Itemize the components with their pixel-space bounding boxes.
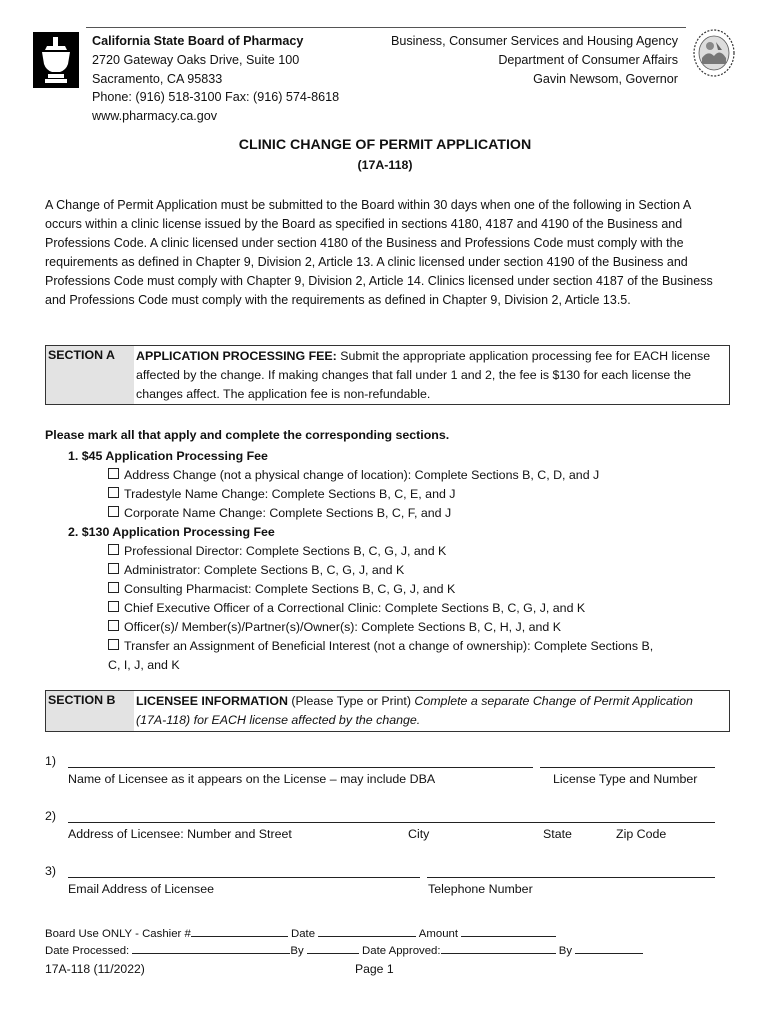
zip-label: Zip Code [616, 827, 667, 841]
field-number-3: 3) [45, 864, 57, 878]
date-approved-field[interactable] [441, 942, 556, 954]
section-a-box [45, 345, 730, 405]
section-a-text [136, 347, 716, 404]
agency-block [391, 32, 678, 88]
checkbox[interactable] [108, 544, 119, 555]
state-label: State [543, 827, 572, 841]
option-tradestyle-change[interactable] [68, 485, 653, 504]
option-label: Chief Executive Officer of a Correctional Clinic: Complete Sections B, C, G, J, and K [124, 601, 586, 615]
checkbox[interactable] [108, 468, 119, 479]
address-label: Address of Licensee: Number and Street [68, 827, 292, 841]
option-label: Transfer an Assignment of Beneficial Interest (not a change of ownership): Complete Sections B, [124, 639, 654, 653]
date-processed-field[interactable] [132, 942, 290, 954]
section-a-label: SECTION A [46, 346, 134, 404]
option-professional-director[interactable] [68, 542, 653, 561]
amount-label: Amount [418, 928, 459, 940]
licensee-name-label: Name of Licensee as it appears on the License – may include DBA [68, 772, 436, 786]
option-continuation: C, I, J, and K [108, 658, 180, 672]
field-number-2: 2) [45, 809, 57, 823]
checkbox[interactable] [108, 620, 119, 631]
option-label: Consulting Pharmacist: Complete Sections B, C, G, J, and K [124, 582, 456, 596]
option-label: Tradestyle Name Change: Complete Sections B, C, E, and J [124, 487, 456, 501]
address-line-2: Sacramento, CA 95833 [92, 71, 223, 86]
checkbox[interactable] [108, 582, 119, 593]
checkbox[interactable] [108, 506, 119, 517]
option-administrator[interactable] [68, 561, 653, 580]
checkbox[interactable] [108, 601, 119, 612]
by-field-2[interactable] [575, 942, 643, 954]
website: www.pharmacy.ca.gov [92, 109, 218, 124]
option-label: Administrator: Complete Sections B, C, G, J, and K [124, 563, 405, 577]
checkbox[interactable] [108, 563, 119, 574]
address-line-1: 2720 Gateway Oaks Drive, Suite 100 [92, 52, 300, 67]
telephone-input[interactable] [427, 877, 715, 878]
option-label: Corporate Name Change: Complete Sections B, C, F, and J [124, 506, 452, 520]
section-b-body: (Please Type or Print) [287, 694, 415, 708]
option-address-change[interactable] [68, 466, 653, 485]
city-label: City [408, 827, 430, 841]
cashier-field[interactable] [191, 925, 288, 937]
section-b-text [136, 692, 716, 730]
page-title: CLINIC CHANGE OF PERMIT APPLICATION [238, 137, 532, 153]
by-label-2: By [558, 945, 573, 957]
instructions: Please mark all that apply and complete the corresponding sections. [45, 428, 450, 442]
pharmacy-mortar-logo-icon [33, 32, 79, 88]
board-use-row-2 [45, 942, 643, 957]
field-number-1: 1) [45, 754, 57, 768]
page-number: Page 1 [355, 962, 394, 976]
email-label: Email Address of Licensee [68, 882, 215, 896]
group-1-title: 1. $45 Application Processing Fee [68, 449, 268, 463]
phone-fax: Phone: (916) 518-3100 Fax: (916) 574-8618 [92, 90, 340, 105]
amount-field[interactable] [461, 925, 556, 937]
group-2-title: 2. $130 Application Processing Fee [68, 525, 275, 539]
section-b-heading: LICENSEE INFORMATION [136, 694, 288, 708]
section-b-label: SECTION B [46, 691, 134, 731]
option-corporate-name-change[interactable] [68, 504, 653, 523]
governor-name: Gavin Newsom, Governor [533, 71, 678, 86]
by-label: By [290, 945, 304, 957]
license-type-input[interactable] [540, 767, 715, 768]
checkbox[interactable] [108, 487, 119, 498]
date-approved-label: Date Approved: [362, 945, 441, 957]
licensee-name-input[interactable] [68, 767, 533, 768]
option-officers-members[interactable] [68, 618, 653, 637]
option-label: Professional Director: Complete Sections B, C, G, J, and K [124, 544, 447, 558]
by-field[interactable] [307, 942, 359, 954]
org-name: California State Board of Pharmacy [92, 34, 304, 48]
telephone-label: Telephone Number [428, 882, 533, 896]
option-label: Address Change (not a physical change of location): Complete Sections B, C, D, and J [124, 468, 600, 482]
license-type-label: License Type and Number [553, 772, 698, 786]
date-field[interactable] [318, 925, 416, 937]
state-seal-icon [692, 28, 736, 78]
section-b-box [45, 690, 730, 732]
option-chief-executive-officer[interactable] [68, 599, 653, 618]
date-label: Date [291, 928, 316, 940]
department-name: Department of Consumer Affairs [498, 52, 678, 67]
form-code: (17A-118) [357, 158, 413, 172]
section-a-heading: APPLICATION PROCESSING FEE: [136, 349, 337, 363]
address-input[interactable] [68, 822, 715, 823]
section-a-body: Submit the appropriate application processing fee for EACH license affected by the change. If making changes that fall under 1 and 2, the fee is $130 for each license the changes affect. The application fee is non-refundable. [136, 349, 711, 401]
option-label: Officer(s)/ Member(s)/Partner(s)/Owner(s): Complete Sections B, C, H, J, and K [124, 620, 561, 634]
board-use-row-1 [45, 925, 556, 940]
agency-name: Business, Consumer Services and Housing Agency [390, 34, 678, 48]
board-address-block [92, 32, 339, 126]
option-transfer-beneficial-interest[interactable] [68, 637, 653, 656]
email-input[interactable] [68, 877, 420, 878]
form-revision: 17A-118 (11/2022) [45, 962, 145, 976]
date-processed-label: Date Processed: [45, 945, 130, 957]
fee-options-list [68, 447, 653, 675]
intro-paragraph: A Change of Permit Application must be submitted to the Board within 30 days when one of the following in Section A occurs within a clinic license issued by the Board as specified in sections 4180, 4187 and 4190 of the Business and Professions Code. A clinic licensed under section 4180 of the Business and Professions Code must comply with the requirements as defined in Chapter 9, Division 2, Article 13. A clinic licensed under section 4190 of the Business and Professions Code must comply with Chapter 9, Division 2, Article 14. Clinics licensed under section 4187 of the Business and Professions Code must comply with the requirements as defined in Chapter 9, Division 2, Article 13.5. [45, 198, 713, 307]
option-consulting-pharmacist[interactable] [68, 580, 653, 599]
checkbox[interactable] [108, 639, 119, 650]
cashier-label: Board Use ONLY - Cashier # [45, 928, 191, 940]
section-b-italic: Complete a separate Change of Permit Application (17A-118) for EACH license affected by the change. [136, 694, 693, 727]
header-rule [86, 27, 686, 28]
